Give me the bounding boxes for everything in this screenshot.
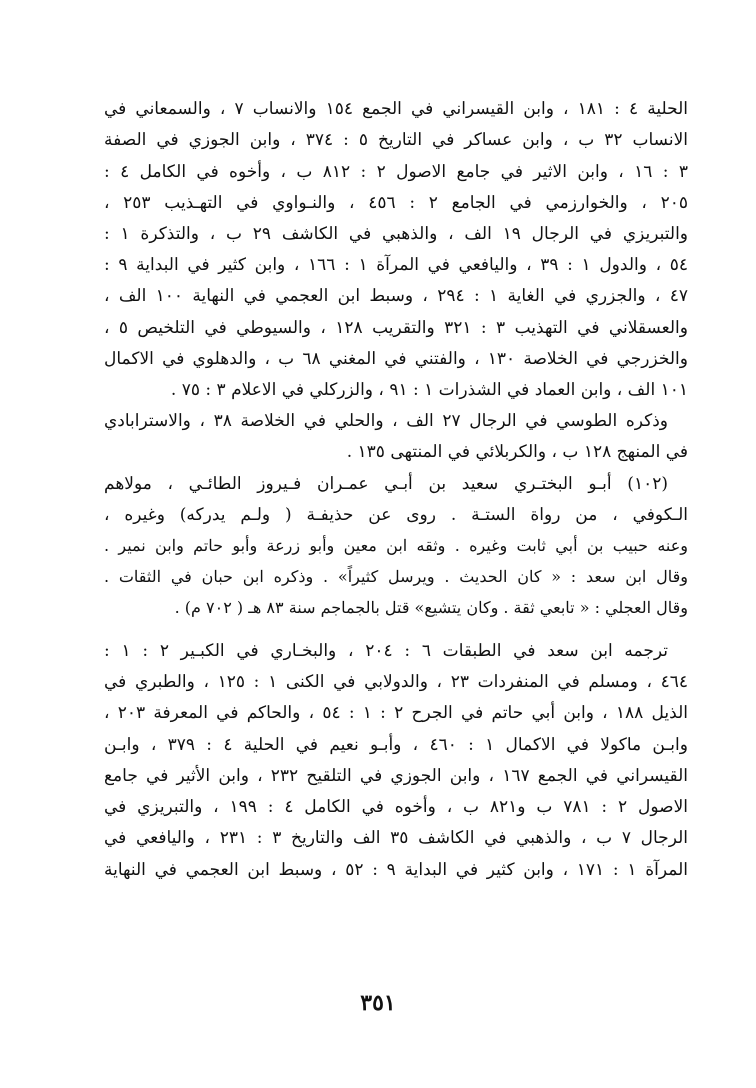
- entry-heading-line: (١٠٢) أبـو البختـري سعيد بن أبـي عمـران فـيروز الطائـي ، مولاهم: [104, 474, 668, 494]
- text-line: ٤٦٤ ، ومسلم في المنفردات ٢٣ ، والدولابي في الكنى ١ : ١٢٥ ، والطبري في: [104, 672, 688, 692]
- text-line: القيسراني في الجمع ١٦٧ ، وابن الجوزي في التلقيح ٢٣٢ ، وابن الأثير في جامع: [104, 766, 688, 786]
- text-line: والخزرجي في الخلاصة ١٣٠ ، والفتني في المغني ٦٨ ب ، والدهلوي في الاكمال: [104, 349, 688, 369]
- text-line: المرآة ١ : ١٧١ ، وابن كثير في البداية ٩ : ٥٢ ، وسبط ابن العجمي في النهاية: [104, 860, 688, 880]
- text-line: ترجمه ابن سعد في الطبقات ٦ : ٢٠٤ ، والبخـاري في الكبـير ٢ : ١ :: [104, 641, 668, 661]
- text-line: وذكره الطوسي في الرجال ٢٧ الف ، والحلي في الخلاصة ٣٨ ، والاسترابادي: [104, 411, 668, 431]
- text-line: وعنه حبيب بن أبي ثابت وغيره . وثقه ابن معين وأبو زرعة وأبو حاتم وابن نمير .: [104, 536, 688, 555]
- text-line: الحلية ٤ : ١٨١ ، وابن القيسراني في الجمع ١٥٤ والانساب ٧ ، والسمعاني في: [104, 99, 688, 119]
- text-line: والتبريزي في الرجال ١٩ الف ، والذهبي في الكاشف ٢٩ ب ، والتذكرة ١ :: [104, 224, 688, 244]
- text-line: ١٠١ الف ، وابن العماد في الشذرات ١ : ٩١ ، والزركلي في الاعلام ٣ : ٧٥ .: [170, 380, 688, 400]
- text-line: الاصول ٢ : ٧٨١ ب و٨٢١ ب ، وأخوه في الكامل ٤ : ١٩٩ ، والتبريزي في: [104, 797, 688, 817]
- text-line: في المنهج ١٢٨ ب ، والكربلائي في المنتهى ١٣٥ .: [346, 442, 688, 462]
- text-line: ٥٤ ، والدول ١ : ٣٩ ، واليافعي في المرآة ١ : ١٦٦ ، وابن كثير في البداية ٩ :: [104, 255, 688, 275]
- text-line: الانساب ٣٢ ب ، وابن عساكر في التاريخ ٥ : ٣٧٤ ، وابن الجوزي في الصفة: [104, 130, 688, 150]
- text-line: وابـن ماكولا في الاكمال ١ : ٤٦٠ ، وأبـو نعيم في الحلية ٤ : ٣٧٩ ، وابـن: [104, 735, 688, 755]
- text-line: ٢٠٥ ، والخوارزمي في الجامع ٢ : ٤٥٦ ، والنـواوي في التهـذيب ٢٥٣ ،: [104, 193, 688, 213]
- text-line: ٣ : ١٦ ، وابن الاثير في جامع الاصول ٢ : ٨١٢ ب ، وأخوه في الكامل ٤ :: [104, 162, 688, 182]
- text-line: وقال العجلي : « تابعي ثقة . وكان يتشيع» قتل بالجماجم سنة ٨٣ هـ ( ٧٠٢ م) .: [174, 598, 688, 617]
- text-line: الرجال ٧ ب ، والذهبي في الكاشف ٣٥ الف والتاريخ ٣ : ٢٣١ ، واليافعي في: [104, 828, 688, 848]
- text-line: والعسقلاني في التهذيب ٣ : ٣٢١ والتقريب ١٢٨ ، والسيوطي في التلخيص ٥ ،: [104, 318, 688, 338]
- text-line: الذيل ١٨٨ ، وابن أبي حاتم في الجرح ٢ : ١ : ٥٤ ، والحاكم في المعرفة ٢٠٣ ،: [104, 703, 688, 723]
- page-number: ٣٥١: [360, 990, 396, 1016]
- text-line: الـكوفي ، من رواة الستـة . روى عن حذيفـة ( ولـم يدركه) وغيره ،: [104, 505, 688, 525]
- text-line: ٤٧ ، والجزري في الغاية ١ : ٢٩٤ ، وسبط ابن العجمي في النهاية ١٠٠ الف ،: [104, 286, 688, 306]
- text-line: وقال ابن سعد : « كان الحديث . ويرسل كثيراً» . وذكره ابن حبان في الثقات .: [104, 567, 688, 586]
